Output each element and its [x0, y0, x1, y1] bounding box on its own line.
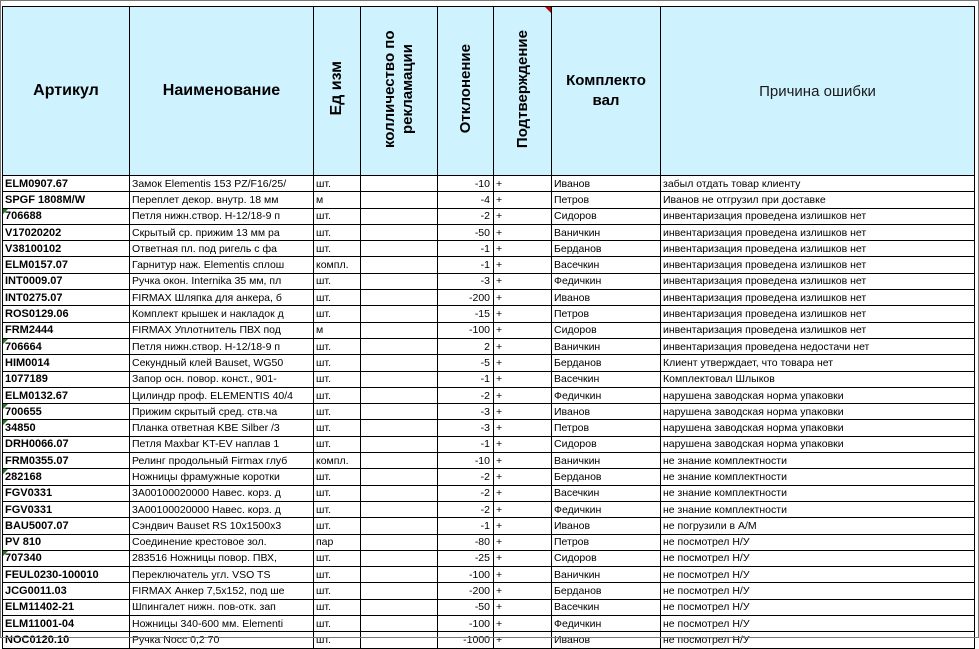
cell-article[interactable]: 706688 — [3, 208, 130, 224]
cell-name[interactable]: 283516 Ножницы повор. ПВХ, — [130, 550, 314, 566]
cell-reason[interactable]: инвентаризация проведена излишков нет — [661, 273, 975, 289]
table-row — [3, 599, 975, 615]
cell-picker[interactable]: Федичкин — [552, 387, 661, 403]
table-row — [3, 453, 975, 469]
table-row — [3, 404, 975, 420]
cell-unit[interactable]: шт. — [314, 632, 361, 648]
cell-name[interactable]: Гарнитур наж. Elementis сплош — [130, 257, 314, 273]
cell-deviation[interactable]: -80 — [438, 534, 494, 550]
cell-picker[interactable]: Ваничкин — [552, 224, 661, 240]
cell-article[interactable]: BAU5007.07 — [3, 518, 130, 534]
cell-picker[interactable]: Васечкин — [552, 371, 661, 387]
cell-unit[interactable]: шт. — [314, 176, 361, 192]
cell-picker[interactable]: Берданов — [552, 355, 661, 371]
cell-reason[interactable]: забыл отдать товар клиенту — [661, 176, 975, 192]
cell-picker[interactable]: Васечкин — [552, 599, 661, 615]
cell-confirmation[interactable]: + — [494, 224, 552, 240]
header-picker[interactable] — [552, 7, 661, 176]
cell-confirmation[interactable]: + — [494, 469, 552, 485]
cell-quantity[interactable] — [361, 501, 438, 517]
cell-name[interactable]: Ножницы фрамужные коротки — [130, 469, 314, 485]
table-row — [3, 338, 975, 354]
cell-quantity[interactable] — [361, 567, 438, 583]
cell-unit[interactable]: шт. — [314, 338, 361, 354]
cell-confirmation[interactable]: + — [494, 273, 552, 289]
cell-quantity[interactable] — [361, 241, 438, 257]
cell-deviation[interactable]: -200 — [438, 290, 494, 306]
cell-reason[interactable]: инвентаризация проведена излишков нет — [661, 306, 975, 322]
cell-article[interactable]: ELM0157.07 — [3, 257, 130, 273]
header-row — [3, 7, 975, 176]
cell-name[interactable]: Ответная пл. под ригель с фа — [130, 241, 314, 257]
error-indicator-icon — [3, 339, 8, 344]
cell-reason[interactable]: не посмотрел Н/У — [661, 632, 975, 648]
cell-unit[interactable]: шт. — [314, 241, 361, 257]
cell-deviation[interactable]: -15 — [438, 306, 494, 322]
cell-confirmation[interactable]: + — [494, 176, 552, 192]
cell-name[interactable]: Запор осн. повор. конст., 901- — [130, 371, 314, 387]
cell-unit[interactable]: шт. — [314, 387, 361, 403]
cell-confirmation[interactable]: + — [494, 453, 552, 469]
cell-quantity[interactable] — [361, 436, 438, 452]
cell-confirmation[interactable]: + — [494, 616, 552, 632]
cell-picker[interactable]: Сидоров — [552, 322, 661, 338]
cell-confirmation[interactable]: + — [494, 518, 552, 534]
cell-reason[interactable]: инвентаризация проведена излишков нет — [661, 208, 975, 224]
table-row — [3, 583, 975, 599]
cell-quantity[interactable] — [361, 534, 438, 550]
cell-article[interactable]: ELM0907.67 — [3, 176, 130, 192]
cell-reason[interactable]: Иванов не отгрузил при доставке — [661, 192, 975, 208]
cell-deviation[interactable]: 2 — [438, 338, 494, 354]
cell-reason[interactable]: не посмотрел Н/У — [661, 616, 975, 632]
table-row — [3, 257, 975, 273]
cell-confirmation[interactable]: + — [494, 322, 552, 338]
cell-reason[interactable]: инвентаризация проведена излишков нет — [661, 224, 975, 240]
cell-quantity[interactable] — [361, 273, 438, 289]
cell-confirmation[interactable]: + — [494, 192, 552, 208]
header-deviation-label: Отклонение — [456, 44, 474, 134]
cell-deviation[interactable]: -100 — [438, 616, 494, 632]
cell-deviation[interactable]: -5 — [438, 355, 494, 371]
header-name[interactable] — [130, 7, 314, 176]
cell-unit[interactable]: компл. — [314, 453, 361, 469]
cell-unit[interactable]: шт. — [314, 501, 361, 517]
cell-picker[interactable]: Иванов — [552, 290, 661, 306]
cell-article[interactable]: FGV0331 — [3, 501, 130, 517]
table-row — [3, 192, 975, 208]
cell-reason[interactable]: Комплектовал Шлыков — [661, 371, 975, 387]
cell-picker[interactable]: Берданов — [552, 241, 661, 257]
cell-unit[interactable]: шт. — [314, 420, 361, 436]
cell-quantity[interactable] — [361, 453, 438, 469]
table-row — [3, 550, 975, 566]
cell-deviation[interactable]: -50 — [438, 599, 494, 615]
cell-article[interactable]: DRH0066.07 — [3, 436, 130, 452]
cell-article[interactable]: SPGF 1808M/W — [3, 192, 130, 208]
header-deviation[interactable] — [438, 7, 494, 176]
table-row — [3, 273, 975, 289]
table-row — [3, 485, 975, 501]
header-quantity-label: колличество по рекламации — [381, 30, 416, 148]
cell-deviation[interactable]: -4 — [438, 192, 494, 208]
cell-picker[interactable]: Васечкин — [552, 485, 661, 501]
cell-name[interactable]: Скрытый ср. прижим 13 мм ра — [130, 224, 314, 240]
cell-quantity[interactable] — [361, 176, 438, 192]
cell-reason[interactable]: нарушена заводская норма упаковки — [661, 387, 975, 403]
cell-unit[interactable]: шт. — [314, 469, 361, 485]
error-indicator-icon — [3, 469, 8, 474]
cell-deviation[interactable]: -3 — [438, 420, 494, 436]
cell-confirmation[interactable]: + — [494, 387, 552, 403]
cell-reason[interactable]: не посмотрел Н/У — [661, 599, 975, 615]
cell-quantity[interactable] — [361, 518, 438, 534]
cell-reason[interactable]: не знание комплектности — [661, 453, 975, 469]
table-row — [3, 224, 975, 240]
cell-reason[interactable]: не погрузили в А/М — [661, 518, 975, 534]
cell-unit[interactable]: шт. — [314, 616, 361, 632]
cell-deviation[interactable]: -2 — [438, 485, 494, 501]
cell-name[interactable]: Петля нижн.створ. Н-12/18-9 п — [130, 338, 314, 354]
cell-confirmation[interactable]: + — [494, 371, 552, 387]
header-reason[interactable] — [661, 7, 975, 176]
cell-article[interactable]: 34850 — [3, 420, 130, 436]
header-unit[interactable] — [314, 7, 361, 176]
cell-picker[interactable]: Иванов — [552, 632, 661, 648]
cell-unit[interactable]: м — [314, 192, 361, 208]
cell-article[interactable]: FGV0331 — [3, 485, 130, 501]
cell-deviation[interactable]: -2 — [438, 387, 494, 403]
cell-picker[interactable]: Петров — [552, 192, 661, 208]
cell-quantity[interactable] — [361, 599, 438, 615]
table-row — [3, 176, 975, 192]
cell-confirmation[interactable]: + — [494, 208, 552, 224]
cell-picker[interactable]: Иванов — [552, 404, 661, 420]
cell-quantity[interactable] — [361, 306, 438, 322]
cell-quantity[interactable] — [361, 257, 438, 273]
cell-unit[interactable]: шт. — [314, 583, 361, 599]
header-name-label: Наименование — [162, 82, 281, 99]
cell-article[interactable]: HIM0014 — [3, 355, 130, 371]
cell-name[interactable]: Ножницы 340-600 мм. Elementi — [130, 616, 314, 632]
cell-reason[interactable]: не посмотрел Н/У — [661, 550, 975, 566]
table-row — [3, 501, 975, 517]
cell-article[interactable]: PV 810 — [3, 534, 130, 550]
cell-unit[interactable]: шт. — [314, 306, 361, 322]
cell-picker[interactable]: Петров — [552, 420, 661, 436]
cell-name[interactable]: Цилиндр проф. ELEMENTIS 40/4 — [130, 387, 314, 403]
comment-indicator-icon — [545, 7, 551, 13]
cell-reason[interactable]: нарушена заводская норма упаковки — [661, 404, 975, 420]
cell-article[interactable]: 282168 — [3, 469, 130, 485]
header-picker-label: Комплекто вал — [566, 72, 646, 109]
cell-unit[interactable]: шт. — [314, 518, 361, 534]
cell-name[interactable]: 3A00100020000 Навес. корз. д — [130, 485, 314, 501]
cell-picker[interactable]: Берданов — [552, 469, 661, 485]
cell-name[interactable]: Релинг продольный Firmax глуб — [130, 453, 314, 469]
cell-deviation[interactable]: -50 — [438, 224, 494, 240]
cell-confirmation[interactable]: + — [494, 355, 552, 371]
cell-reason[interactable]: не знание комплектности — [661, 501, 975, 517]
cell-article[interactable]: V38100102 — [3, 241, 130, 257]
cell-name[interactable]: Секундный клей Bauset, WG50 — [130, 355, 314, 371]
cell-deviation[interactable]: -100 — [438, 322, 494, 338]
cell-name[interactable]: 3A00100020000 Навес. корз. д — [130, 501, 314, 517]
cell-reason[interactable]: инвентаризация проведена излишков нет — [661, 257, 975, 273]
cell-picker[interactable]: Петров — [552, 534, 661, 550]
cell-quantity[interactable] — [361, 192, 438, 208]
cell-reason[interactable]: Клиент утверждает, что товара нет — [661, 355, 975, 371]
cell-picker[interactable]: Берданов — [552, 583, 661, 599]
cell-article[interactable]: INT0275.07 — [3, 290, 130, 306]
cell-reason[interactable]: нарушена заводская норма упаковки — [661, 420, 975, 436]
cell-name[interactable]: Прижим скрытый сред. ств.ча — [130, 404, 314, 420]
cell-quantity[interactable] — [361, 485, 438, 501]
cell-article[interactable]: JCG0011.03 — [3, 583, 130, 599]
table-row — [3, 436, 975, 452]
error-indicator-icon — [3, 404, 8, 409]
table-row — [3, 355, 975, 371]
cell-quantity[interactable] — [361, 224, 438, 240]
cell-unit[interactable]: шт. — [314, 355, 361, 371]
cell-confirmation[interactable]: + — [494, 534, 552, 550]
cell-confirmation[interactable]: + — [494, 436, 552, 452]
cell-name[interactable]: Соединение крестовое зол. — [130, 534, 314, 550]
cell-deviation[interactable]: -1 — [438, 257, 494, 273]
cell-name[interactable]: Петля нижн.створ. Н-12/18-9 п — [130, 208, 314, 224]
cell-unit[interactable]: шт. — [314, 273, 361, 289]
cell-picker[interactable]: Федичкин — [552, 616, 661, 632]
cell-unit[interactable]: шт. — [314, 550, 361, 566]
table-row — [3, 322, 975, 338]
cell-quantity[interactable] — [361, 420, 438, 436]
cell-article[interactable]: 1077189 — [3, 371, 130, 387]
cell-name[interactable]: Переключатель угл. VSO TS — [130, 567, 314, 583]
table-row — [3, 387, 975, 403]
cell-quantity[interactable] — [361, 290, 438, 306]
cell-deviation[interactable]: -1 — [438, 436, 494, 452]
cell-unit[interactable]: шт. — [314, 224, 361, 240]
cell-unit[interactable]: шт. — [314, 567, 361, 583]
cell-deviation[interactable]: -100 — [438, 567, 494, 583]
cell-name[interactable]: Замок Elementis 153 PZ/F16/25/ — [130, 176, 314, 192]
cell-article[interactable]: 706664 — [3, 338, 130, 354]
cell-confirmation[interactable]: + — [494, 632, 552, 648]
cell-reason[interactable]: инвентаризация проведена недостачи нет — [661, 338, 975, 354]
cell-name[interactable]: Планка ответная KBE Silber /3 — [130, 420, 314, 436]
cell-confirmation[interactable]: + — [494, 583, 552, 599]
cell-picker[interactable]: Ваничкин — [552, 338, 661, 354]
cell-article[interactable]: ROS0129.06 — [3, 306, 130, 322]
cell-quantity[interactable] — [361, 583, 438, 599]
cell-deviation[interactable]: -10 — [438, 176, 494, 192]
cell-article[interactable]: V17020202 — [3, 224, 130, 240]
cell-reason[interactable]: инвентаризация проведена излишков нет — [661, 290, 975, 306]
cell-unit[interactable]: шт. — [314, 290, 361, 306]
header-confirmation-label: Подтверждение — [513, 29, 531, 149]
cell-unit[interactable]: компл. — [314, 257, 361, 273]
cell-name[interactable]: Комплект крышек и накладок д — [130, 306, 314, 322]
cell-unit[interactable]: шт. — [314, 599, 361, 615]
cell-quantity[interactable] — [361, 338, 438, 354]
cell-article[interactable]: 700655 — [3, 404, 130, 420]
cell-article[interactable]: FRM2444 — [3, 322, 130, 338]
cell-deviation[interactable]: -2 — [438, 208, 494, 224]
cell-confirmation[interactable]: + — [494, 599, 552, 615]
cell-deviation[interactable]: -10 — [438, 453, 494, 469]
table-row — [3, 208, 975, 224]
header-reason-label: Причина ошибки — [759, 82, 876, 100]
cell-quantity[interactable] — [361, 404, 438, 420]
cell-quantity[interactable] — [361, 632, 438, 648]
cell-reason[interactable]: не знание комплектности — [661, 485, 975, 501]
cell-picker[interactable]: Ваничкин — [552, 453, 661, 469]
cell-unit[interactable]: шт. — [314, 208, 361, 224]
cell-deviation[interactable]: -1 — [438, 371, 494, 387]
cell-article[interactable]: 707340 — [3, 550, 130, 566]
cell-quantity[interactable] — [361, 469, 438, 485]
cell-confirmation[interactable]: + — [494, 404, 552, 420]
table-row — [3, 616, 975, 632]
cell-confirmation[interactable]: + — [494, 241, 552, 257]
table-row — [3, 306, 975, 322]
cell-unit[interactable]: пар — [314, 534, 361, 550]
cell-name[interactable]: FIRMAX Анкер 7,5х152, под ше — [130, 583, 314, 599]
cell-article[interactable]: ELM0132.67 — [3, 387, 130, 403]
table-row — [3, 534, 975, 550]
cell-name[interactable]: Ручка Nocc 0,2 70 — [130, 632, 314, 648]
cell-reason[interactable]: не посмотрел Н/У — [661, 534, 975, 550]
cell-quantity[interactable] — [361, 371, 438, 387]
cell-confirmation[interactable]: + — [494, 290, 552, 306]
cell-picker[interactable]: Иванов — [552, 518, 661, 534]
cell-picker[interactable]: Федичкин — [552, 273, 661, 289]
cell-quantity[interactable] — [361, 387, 438, 403]
header-article-label: Артикул — [33, 82, 99, 99]
table-row — [3, 632, 975, 648]
cell-unit[interactable]: шт. — [314, 485, 361, 501]
cell-picker[interactable]: Ваничкин — [552, 567, 661, 583]
cell-unit[interactable]: м — [314, 322, 361, 338]
table-row — [3, 518, 975, 534]
cell-confirmation[interactable]: + — [494, 501, 552, 517]
header-quantity[interactable] — [361, 7, 438, 176]
cell-picker[interactable]: Сидоров — [552, 436, 661, 452]
cell-article[interactable]: ELM11001-04 — [3, 616, 130, 632]
cell-picker[interactable]: Сидоров — [552, 208, 661, 224]
cell-quantity[interactable] — [361, 322, 438, 338]
header-article[interactable] — [3, 7, 130, 176]
cell-deviation[interactable]: -2 — [438, 501, 494, 517]
data-table — [2, 6, 975, 649]
cell-confirmation[interactable]: + — [494, 550, 552, 566]
header-unit-label: Ед изм — [328, 61, 345, 116]
cell-quantity[interactable] — [361, 550, 438, 566]
cell-unit[interactable]: шт. — [314, 436, 361, 452]
cell-reason[interactable]: инвентаризация проведена излишков нет — [661, 322, 975, 338]
table-row — [3, 567, 975, 583]
cell-deviation[interactable]: -2 — [438, 469, 494, 485]
cell-name[interactable]: Петля Maxbar KT-EV наплав 1 — [130, 436, 314, 452]
table-row — [3, 241, 975, 257]
cell-name[interactable]: Переплет декор. внутр. 18 мм — [130, 192, 314, 208]
cell-confirmation[interactable]: + — [494, 306, 552, 322]
cell-deviation[interactable]: -1 — [438, 241, 494, 257]
cell-confirmation[interactable]: + — [494, 257, 552, 273]
cell-article[interactable]: FRM0355.07 — [3, 453, 130, 469]
cell-reason[interactable]: инвентаризация проведена излишков нет — [661, 241, 975, 257]
cell-picker[interactable]: Федичкин — [552, 501, 661, 517]
error-indicator-icon — [3, 209, 8, 214]
cell-quantity[interactable] — [361, 208, 438, 224]
cell-article[interactable]: ELM11402-21 — [3, 599, 130, 615]
cell-name[interactable]: Шпингалет нижн. пов-отк. зап — [130, 599, 314, 615]
cell-picker[interactable]: Иванов — [552, 176, 661, 192]
error-indicator-icon — [3, 551, 8, 556]
cell-confirmation[interactable]: + — [494, 567, 552, 583]
cell-deviation[interactable]: -3 — [438, 273, 494, 289]
table-row — [3, 420, 975, 436]
cell-confirmation[interactable]: + — [494, 420, 552, 436]
cell-article[interactable]: INT0009.07 — [3, 273, 130, 289]
cell-name[interactable]: Сэндвич Bauset RS 10x1500x3 — [130, 518, 314, 534]
cell-deviation[interactable]: -1 — [438, 518, 494, 534]
cell-article[interactable]: FEUL0230-100010 — [3, 567, 130, 583]
cell-reason[interactable]: нарушена заводская норма упаковки — [661, 436, 975, 452]
cell-name[interactable]: FIRMAX Уплотнитель ПВХ под — [130, 322, 314, 338]
cell-deviation[interactable]: -200 — [438, 583, 494, 599]
cell-name[interactable]: FIRMAX Шляпка для анкера, б — [130, 290, 314, 306]
cell-quantity[interactable] — [361, 616, 438, 632]
cell-reason[interactable]: не посмотрел Н/У — [661, 567, 975, 583]
cell-deviation[interactable]: -3 — [438, 404, 494, 420]
cell-reason[interactable]: не посмотрел Н/У — [661, 583, 975, 599]
header-confirmation[interactable] — [494, 7, 552, 176]
table-row — [3, 469, 975, 485]
cell-article[interactable]: NOC0120.10 — [3, 632, 130, 648]
error-indicator-icon — [3, 420, 8, 425]
cell-deviation[interactable]: -25 — [438, 550, 494, 566]
table-row — [3, 371, 975, 387]
cell-confirmation[interactable]: + — [494, 485, 552, 501]
cell-confirmation[interactable]: + — [494, 338, 552, 354]
cell-deviation[interactable]: -1000 — [438, 632, 494, 648]
cell-reason[interactable]: не знание комплектности — [661, 469, 975, 485]
table-body — [3, 176, 975, 649]
cell-picker[interactable]: Сидоров — [552, 550, 661, 566]
cell-picker[interactable]: Петров — [552, 306, 661, 322]
cell-quantity[interactable] — [361, 355, 438, 371]
cell-unit[interactable]: шт. — [314, 404, 361, 420]
table-row — [3, 290, 975, 306]
cell-name[interactable]: Ручка окон. Internika 35 мм, пл — [130, 273, 314, 289]
cell-picker[interactable]: Васечкин — [552, 257, 661, 273]
cell-unit[interactable]: шт. — [314, 371, 361, 387]
